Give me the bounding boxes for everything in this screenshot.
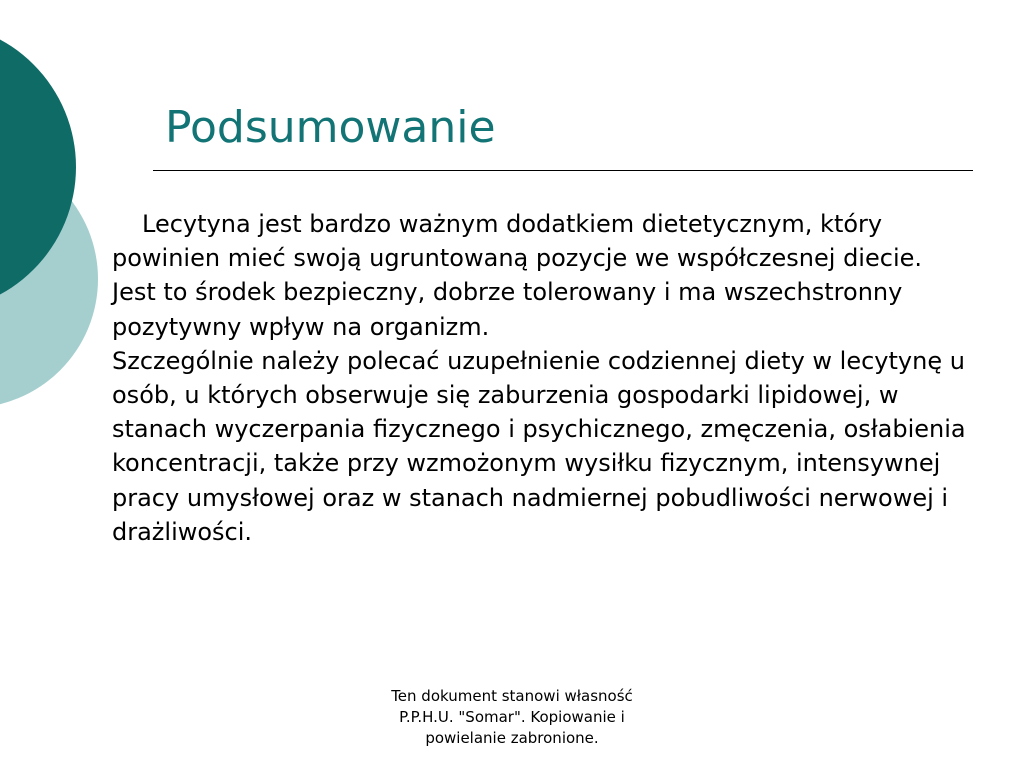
footer-line-1: Ten dokument stanowi własność bbox=[391, 687, 633, 705]
footer-line-3: powielanie zabronione. bbox=[425, 729, 599, 747]
footer-notice bbox=[360, 686, 664, 749]
body-paragraph-1 bbox=[112, 207, 972, 344]
footer-line-2: P.P.H.U. "Somar". Kopiowanie i bbox=[399, 708, 625, 726]
slide-body bbox=[112, 207, 972, 549]
body-paragraph-2: Szczególnie należy polecać uzupełnienie codziennej diety w lecytynę u osób, u których obserwuje się zaburzenia gospodarki lipidowej, w stanach wyczerpania fizycznego i psychicznego, zmęczenia, osłabienia koncentracji, także przy wzmożonym wysiłku fizycznym, intensywnej pracy umysłowej oraz w stanach nadmiernej pobudliwości nerwowej i drażliwości. bbox=[112, 346, 966, 546]
body-paragraph-1-text: Lecytyna jest bardzo ważnym dodatkiem dietetycznym, który powinien mieć swoją ugruntowaną pozycje we współczesnej diecie. Jest to środek bezpieczny, dobrze tolerowany i ma wszechstronny pozytywny wpływ na organizm. bbox=[112, 210, 922, 341]
title-divider bbox=[153, 170, 973, 171]
slide-title: Podsumowanie bbox=[165, 102, 496, 153]
